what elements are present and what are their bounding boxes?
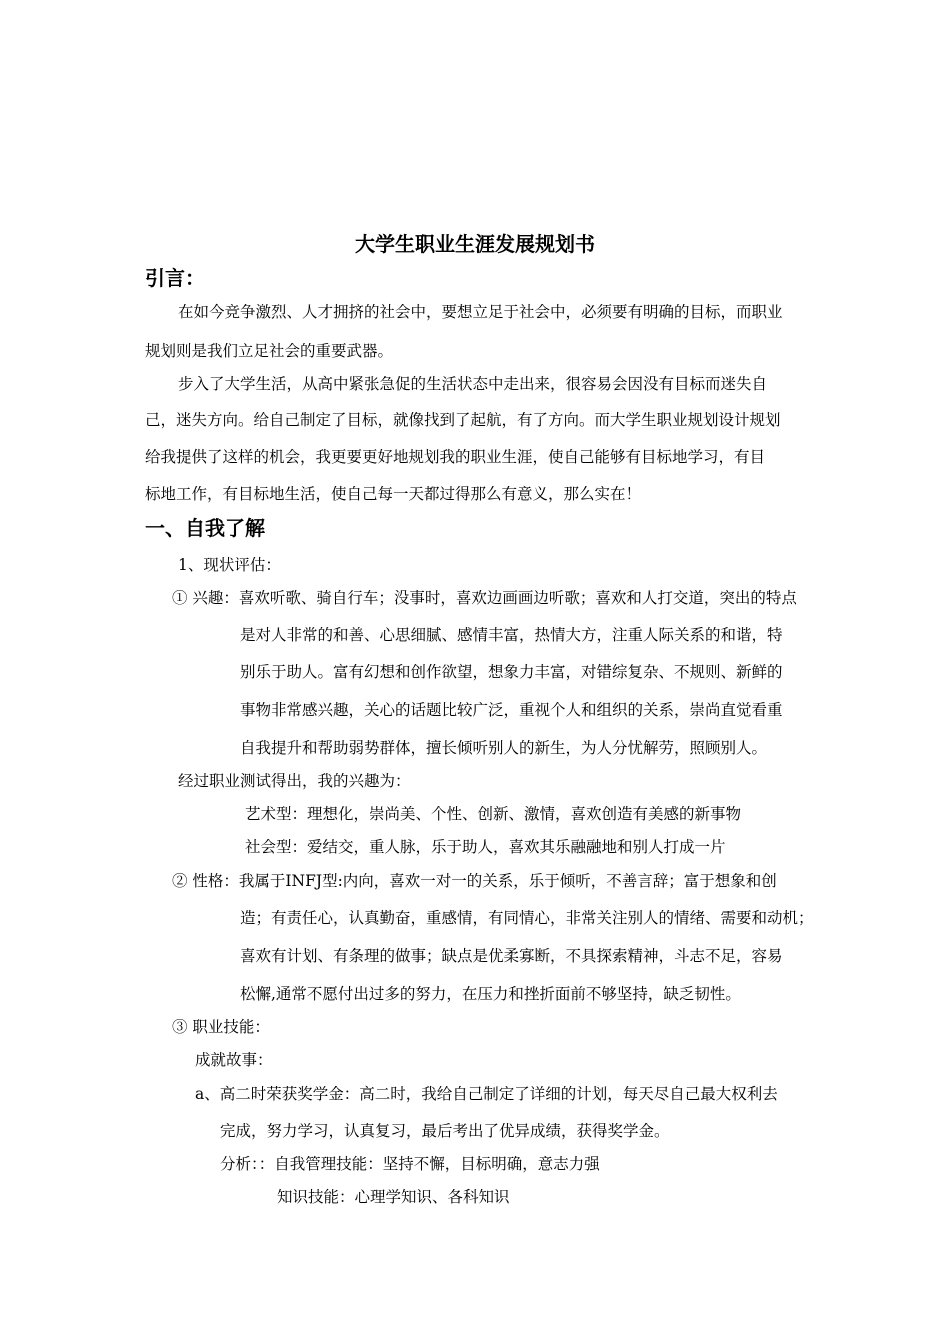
test-result-line: 经过职业测试得出，我的兴趣为： (178, 772, 411, 790)
intro-line: 给我提供了这样的机会，我更要更好地规划我的职业生涯，使自己能够有目标地学习，有目 (145, 448, 766, 466)
skills-label: ③ 职业技能： (172, 1018, 270, 1036)
intro-heading: 引言： (145, 266, 205, 290)
intro-line: 标地工作，有目标地生活，使自己每一天都过得那么有意义，那么实在！ (145, 485, 642, 503)
story-a-line: a、高二时荣获奖学金：高二时，我给自己制定了详细的计划，每天尽自己最大权利去 (195, 1085, 778, 1103)
story-a-line: 完成，努力学习，认真复习，最后考出了优异成绩，获得奖学金。 (220, 1122, 670, 1140)
analysis-line: 分析：：自我管理技能：坚持不懈，目标明确，意志力强 (220, 1155, 600, 1173)
interest-line: 事物非常感兴趣，关心的话题比较广泛，重视个人和组织的关系，崇尚直觉看重 (240, 701, 783, 719)
personality-line: 喜欢有计划、有条理的做事；缺点是优柔寡断，不具探索精神，斗志不足，容易 (240, 947, 783, 965)
analysis-line: 知识技能：心理学知识、各科知识 (277, 1188, 510, 1206)
document-title: 大学生职业生涯发展规划书 (355, 232, 595, 256)
interest-type: 艺术型：理想化，崇尚美、个性、创新、激情，喜欢创造有美感的新事物 (245, 805, 742, 823)
intro-line: 在如今竞争激烈、人才拥挤的社会中，要想立足于社会中，必须要有明确的目标，而职业 (178, 303, 783, 321)
personality-line: 松懈,通常不愿付出过多的努力，在压力和挫折面前不够坚持，缺乏韧性。 (240, 985, 741, 1003)
section1-heading: 一、自我了解 (145, 516, 265, 540)
interest-type: 社会型：爱结交，重人脉，乐于助人，喜欢其乐融融地和别人打成一片 (245, 838, 726, 856)
interest-line: 是对人非常的和善、心思细腻、感情丰富，热情大方，注重人际关系的和谐，特 (240, 626, 783, 644)
intro-line: 步入了大学生活，从高中紧张急促的生活状态中走出来，很容易会因没有目标而迷失自 (178, 375, 768, 393)
interest-line: ① 兴趣：喜欢听歌、骑自行车；没事时，喜欢边画画边听歌；喜欢和人打交道，突出的特点 (172, 589, 797, 607)
personality-line: 造；有责任心，认真勤奋，重感情，有同情心，非常关注别人的情绪、需要和动机； (240, 909, 814, 927)
interest-line: 自我提升和帮助弱势群体，擅长倾听别人的新生，为人分忧解劳，照顾别人。 (240, 739, 768, 757)
personality-line: ② 性格：我属于INFJ型:内向，喜欢一对一的关系，乐于倾听，不善言辞；富于想象和创 (172, 872, 777, 890)
interest-line: 别乐于助人。富有幻想和创作欲望，想象力丰富，对错综复杂、不规则、新鲜的 (240, 663, 783, 681)
intro-line: 规划则是我们立足社会的重要武器。 (145, 342, 394, 360)
intro-line: 己，迷失方向。给自己制定了目标，就像找到了起航，有了方向。而大学生职业规划设计规划 (145, 411, 781, 429)
status-label: 1、现状评估： (178, 556, 281, 574)
achievement-label: 成就故事： (195, 1051, 273, 1069)
